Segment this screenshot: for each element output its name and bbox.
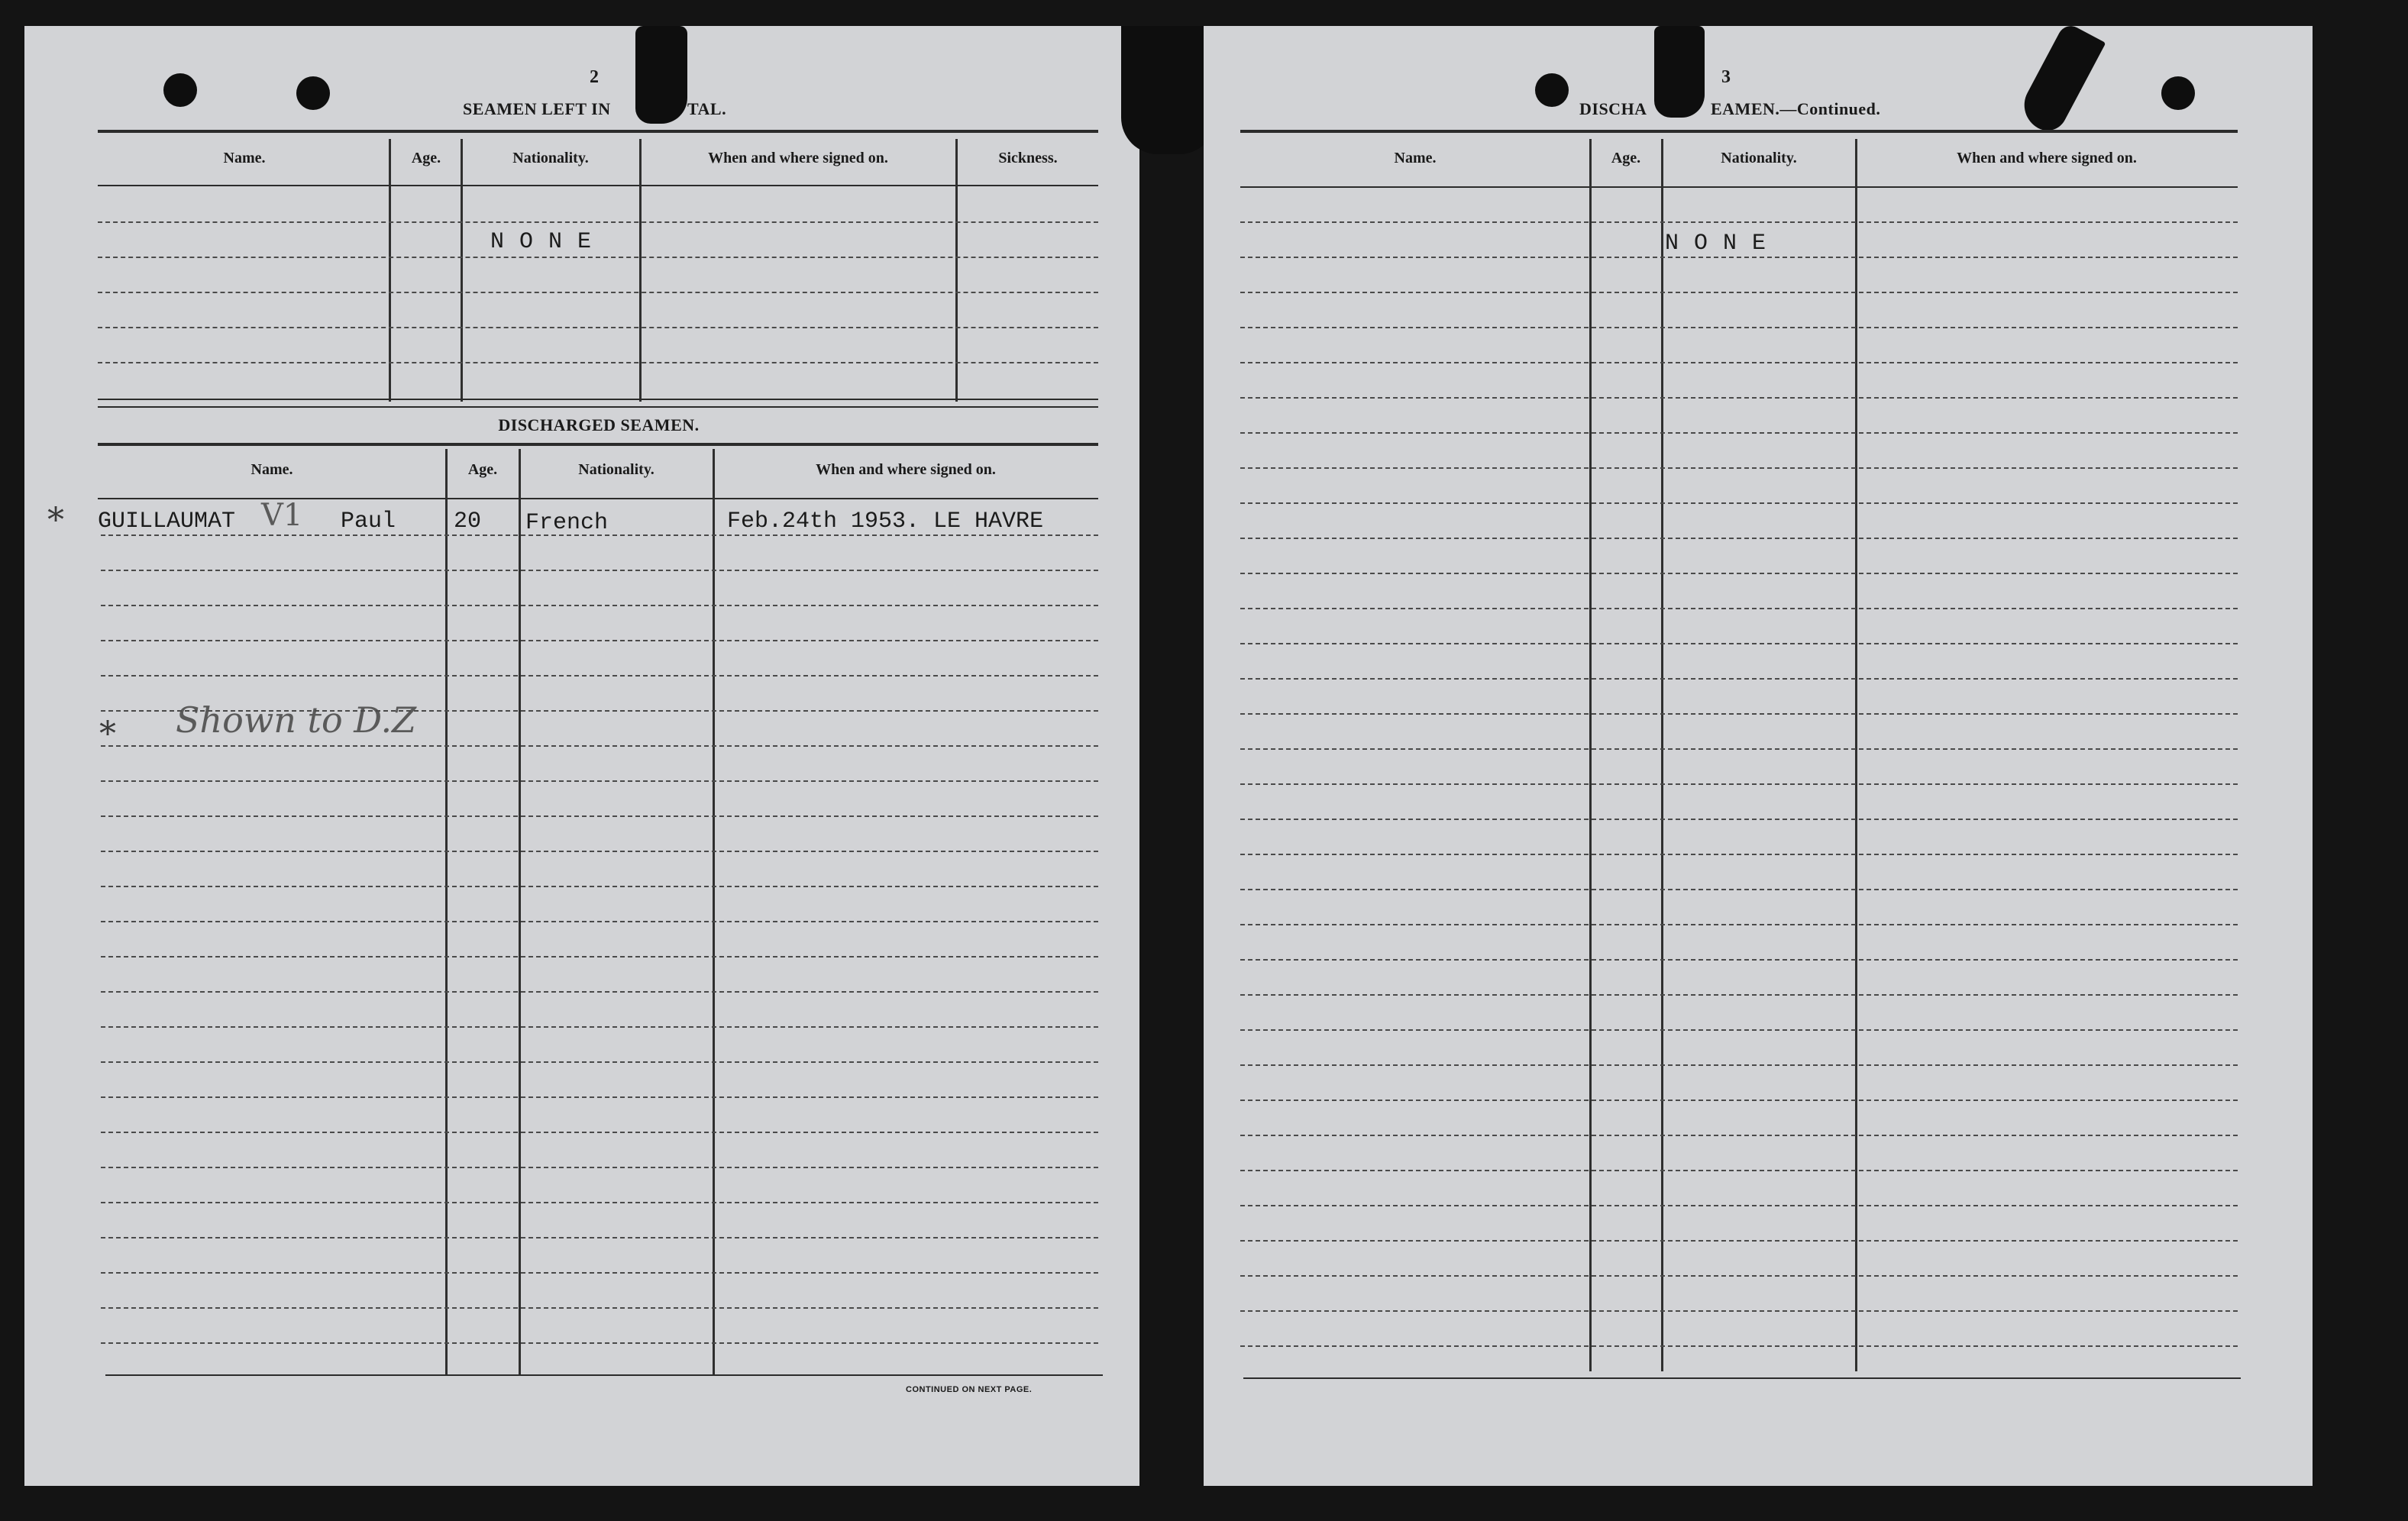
ruled-line <box>1240 432 2238 434</box>
seaman-nationality: French <box>525 510 609 536</box>
header-age: Age. <box>467 461 498 478</box>
star-mark-icon: * <box>99 715 116 754</box>
table-top-rule <box>98 130 1098 133</box>
ruled-line <box>101 1132 1098 1133</box>
ruled-line <box>1240 1275 2238 1277</box>
ruled-line <box>1240 783 2238 785</box>
ruled-line <box>1240 889 2238 890</box>
torn-paper-mark <box>1654 26 1705 118</box>
binder-hole-icon <box>296 76 330 110</box>
header-signed-on: When and where signed on. <box>1957 150 2137 166</box>
ruled-line <box>1240 713 2238 715</box>
ruled-line <box>101 1061 1098 1063</box>
ruled-line <box>1240 362 2238 363</box>
table-bottom-rule <box>105 1374 1103 1376</box>
ruled-line <box>101 675 1098 677</box>
section2-top-rule <box>98 443 1098 446</box>
ruled-line <box>101 956 1098 957</box>
ruled-line <box>101 1272 1098 1274</box>
ruled-line <box>101 605 1098 606</box>
ruled-line <box>1240 327 2238 328</box>
col-divider <box>1855 139 1857 1371</box>
ruled-line <box>101 780 1098 782</box>
ruled-line <box>101 851 1098 852</box>
ruled-line <box>1240 959 2238 961</box>
col-divider <box>1661 139 1663 1371</box>
ruled-line <box>1240 994 2238 996</box>
ruled-line <box>1240 1029 2238 1031</box>
seaman-given-name: Paul <box>341 509 396 534</box>
ruled-line <box>101 745 1098 747</box>
nationality-value-none: NONE <box>1665 231 1782 257</box>
section-title-seamen-left: SEAMEN LEFT IN <box>463 99 611 118</box>
handwritten-note: Shown to D.Z <box>176 699 417 741</box>
ruled-line <box>1240 1100 2238 1101</box>
ruled-line <box>101 991 1098 993</box>
section-title-continued: EAMEN.—Continued. <box>1711 99 1881 118</box>
ruled-line <box>1240 924 2238 925</box>
ruled-line <box>101 1307 1098 1309</box>
ruled-line <box>1240 538 2238 539</box>
header-name: Name. <box>1394 150 1437 166</box>
ruled-line <box>101 1096 1098 1098</box>
binder-hole-icon <box>163 73 197 107</box>
header-name: Name. <box>223 150 266 166</box>
page-number-right: 3 <box>1721 67 1731 87</box>
ruled-line <box>1240 1205 2238 1206</box>
torn-paper-mark <box>635 26 687 124</box>
star-mark-icon: * <box>47 501 64 540</box>
ruled-line <box>1240 1310 2238 1312</box>
seaman-signed-on: Feb.24th 1953. LE HAVRE <box>727 509 1044 534</box>
ruled-line <box>98 257 1098 258</box>
ruled-line <box>98 221 1098 223</box>
nationality-value-none: NONE <box>490 229 607 255</box>
header-name: Name. <box>250 461 293 478</box>
section-title-discharged: DISCHARGED SEAMEN. <box>498 415 700 434</box>
ruled-line <box>1240 748 2238 750</box>
ruled-line <box>1240 608 2238 609</box>
ruled-line <box>1240 819 2238 820</box>
header-nationality: Nationality. <box>512 150 589 166</box>
ruled-line <box>1240 1064 2238 1066</box>
ruled-line <box>1240 1345 2238 1347</box>
ruled-line <box>1240 397 2238 399</box>
ruled-line <box>1240 573 2238 574</box>
ruled-line <box>101 534 1098 536</box>
ruled-line <box>1240 678 2238 680</box>
header-signed-on: When and where signed on. <box>816 461 996 478</box>
col-divider <box>1589 139 1592 1371</box>
ruled-line <box>1240 643 2238 644</box>
header-age: Age. <box>411 150 441 166</box>
ruled-line <box>1240 292 2238 293</box>
ruled-line <box>1240 854 2238 855</box>
ruled-line <box>101 1026 1098 1028</box>
ruled-line <box>101 1202 1098 1203</box>
header-underline <box>98 185 1098 186</box>
ruled-line <box>101 1342 1098 1344</box>
section1-bottom-rule <box>98 399 1098 400</box>
section-title-tail: TAL. <box>687 99 727 118</box>
header-underline <box>1240 186 2238 188</box>
ruled-line <box>101 710 1098 712</box>
continued-footer: CONTINUED ON NEXT PAGE. <box>906 1385 1033 1394</box>
header-sickness: Sickness. <box>998 150 1058 166</box>
header-underline <box>98 498 1098 499</box>
page-number-left: 2 <box>590 67 599 87</box>
ruled-line <box>101 921 1098 922</box>
header-nationality: Nationality. <box>578 461 655 478</box>
seaman-age: 20 <box>454 509 482 534</box>
header-nationality: Nationality. <box>1721 150 1797 166</box>
ruled-line <box>101 886 1098 887</box>
ruled-line <box>1240 257 2238 258</box>
ruled-line <box>101 1167 1098 1168</box>
header-signed-on: When and where signed on. <box>708 150 888 166</box>
table-top-rule <box>1240 130 2238 133</box>
ruled-line <box>98 362 1098 363</box>
torn-center-mark <box>1121 26 1216 154</box>
ruled-line <box>1240 467 2238 469</box>
binder-hole-icon <box>1535 73 1569 107</box>
ruled-line <box>101 640 1098 641</box>
binder-hole-icon <box>2161 76 2195 110</box>
ruled-line <box>1240 1135 2238 1136</box>
seaman-surname: GUILLAUMAT <box>98 509 236 534</box>
ruled-line <box>1240 221 2238 223</box>
ruled-line <box>98 327 1098 328</box>
ruled-line <box>1240 1240 2238 1242</box>
section1-bottom-rule <box>98 406 1098 408</box>
ruled-line <box>1240 502 2238 504</box>
ruled-line <box>1240 1170 2238 1171</box>
section-title-head: DISCHA <box>1579 99 1647 118</box>
name-annotation: V1 <box>261 498 303 533</box>
ruled-line <box>101 1237 1098 1238</box>
header-age: Age. <box>1611 150 1641 166</box>
ruled-line <box>98 292 1098 293</box>
ruled-line <box>101 570 1098 571</box>
ruled-line <box>101 815 1098 817</box>
table-bottom-rule <box>1243 1377 2241 1379</box>
